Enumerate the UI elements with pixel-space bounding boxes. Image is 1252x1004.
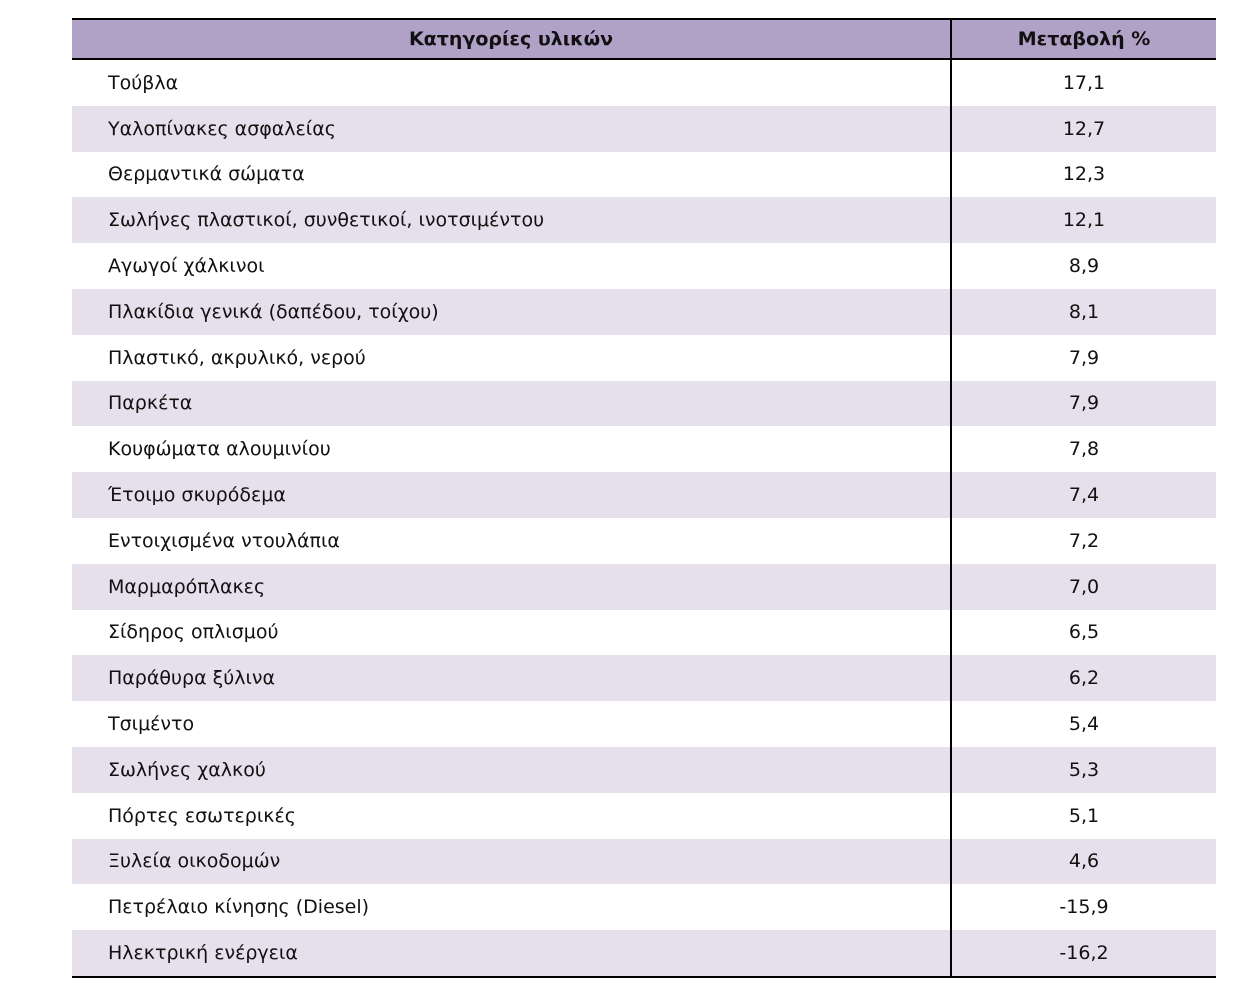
table-row [72, 472, 1216, 518]
material-name: Παρκέτα [72, 381, 951, 427]
change-value: -16,2 [951, 930, 1216, 976]
table-row [72, 59, 1216, 106]
material-name: Ηλεκτρική ενέργεια [72, 930, 951, 976]
material-name: Πλαστικό, ακρυλικό, νερού [72, 335, 951, 381]
material-name: Πόρτες εσωτερικές [72, 793, 951, 839]
change-value: 6,5 [1068, 621, 1100, 644]
change-value: 7,2 [1068, 529, 1100, 552]
material-name: Θερμαντικά σώματα [72, 152, 951, 198]
table-row [72, 564, 1216, 610]
table-row [72, 289, 1216, 335]
header-material-category: Κατηγορίες υλικών [72, 20, 951, 59]
materials-table-container [72, 18, 1216, 978]
material-name: Έτοιμο σκυρόδεμα [72, 472, 951, 518]
table-row [72, 610, 1216, 656]
table-row [72, 930, 1216, 976]
change-value: 8,9 [1068, 255, 1100, 278]
change-value: -15,9 [1059, 896, 1109, 919]
change-value: 12,3 [1062, 163, 1106, 186]
table-row [72, 152, 1216, 198]
change-value: 7,8 [1068, 438, 1100, 461]
change-value: 7,9 [951, 381, 1216, 427]
change-value: 7,0 [951, 564, 1216, 610]
table-row [72, 426, 1216, 472]
change-value: 4,6 [951, 839, 1216, 885]
material-name: Υαλοπίνακες ασφαλείας [72, 106, 951, 152]
change-value: 5,1 [1068, 804, 1100, 827]
material-name: Σωλήνες πλαστικοί, συνθετικοί, ινοτσιμέντου [72, 197, 951, 243]
table-row [72, 335, 1216, 381]
materials-price-change-table [72, 20, 1216, 976]
change-value: 5,4 [1068, 713, 1100, 736]
material-name: Αγωγοί χάλκινοι [72, 243, 951, 289]
table-row [72, 197, 1216, 243]
header-row [72, 20, 1216, 59]
material-name: Μαρμαρόπλακες [72, 564, 951, 610]
change-value: 6,2 [951, 655, 1216, 701]
table-row [72, 243, 1216, 289]
material-name: Κουφώματα αλουμινίου [72, 426, 951, 472]
table-header [72, 20, 1216, 59]
table-row [72, 839, 1216, 885]
material-name: Εντοιχισμένα ντουλάπια [72, 518, 951, 564]
table-row [72, 793, 1216, 839]
change-value: 17,1 [1062, 71, 1106, 94]
material-name: Πετρέλαιο κίνησης (Diesel) [72, 884, 951, 930]
material-name: Σίδηρος οπλισμού [72, 610, 951, 656]
table-row [72, 884, 1216, 930]
material-name: Τσιμέντο [72, 701, 951, 747]
material-name: Παράθυρα ξύλινα [72, 655, 951, 701]
material-name: Ξυλεία οικοδομών [72, 839, 951, 885]
material-name: Τούβλα [72, 59, 951, 106]
table-row [72, 518, 1216, 564]
table-row [72, 701, 1216, 747]
table-row [72, 655, 1216, 701]
table-row [72, 106, 1216, 152]
material-name: Σωλήνες χαλκού [72, 747, 951, 793]
table-row [72, 381, 1216, 427]
change-value: 7,4 [951, 472, 1216, 518]
table-row [72, 747, 1216, 793]
change-value: 12,1 [951, 197, 1216, 243]
material-name: Πλακίδια γενικά (δαπέδου, τοίχου) [72, 289, 951, 335]
change-value: 7,9 [1068, 346, 1100, 369]
change-value: 8,1 [951, 289, 1216, 335]
change-value: 12,7 [951, 106, 1216, 152]
table-body [72, 59, 1216, 976]
change-value: 5,3 [951, 747, 1216, 793]
header-change-percent: Μεταβολή % [951, 20, 1216, 59]
